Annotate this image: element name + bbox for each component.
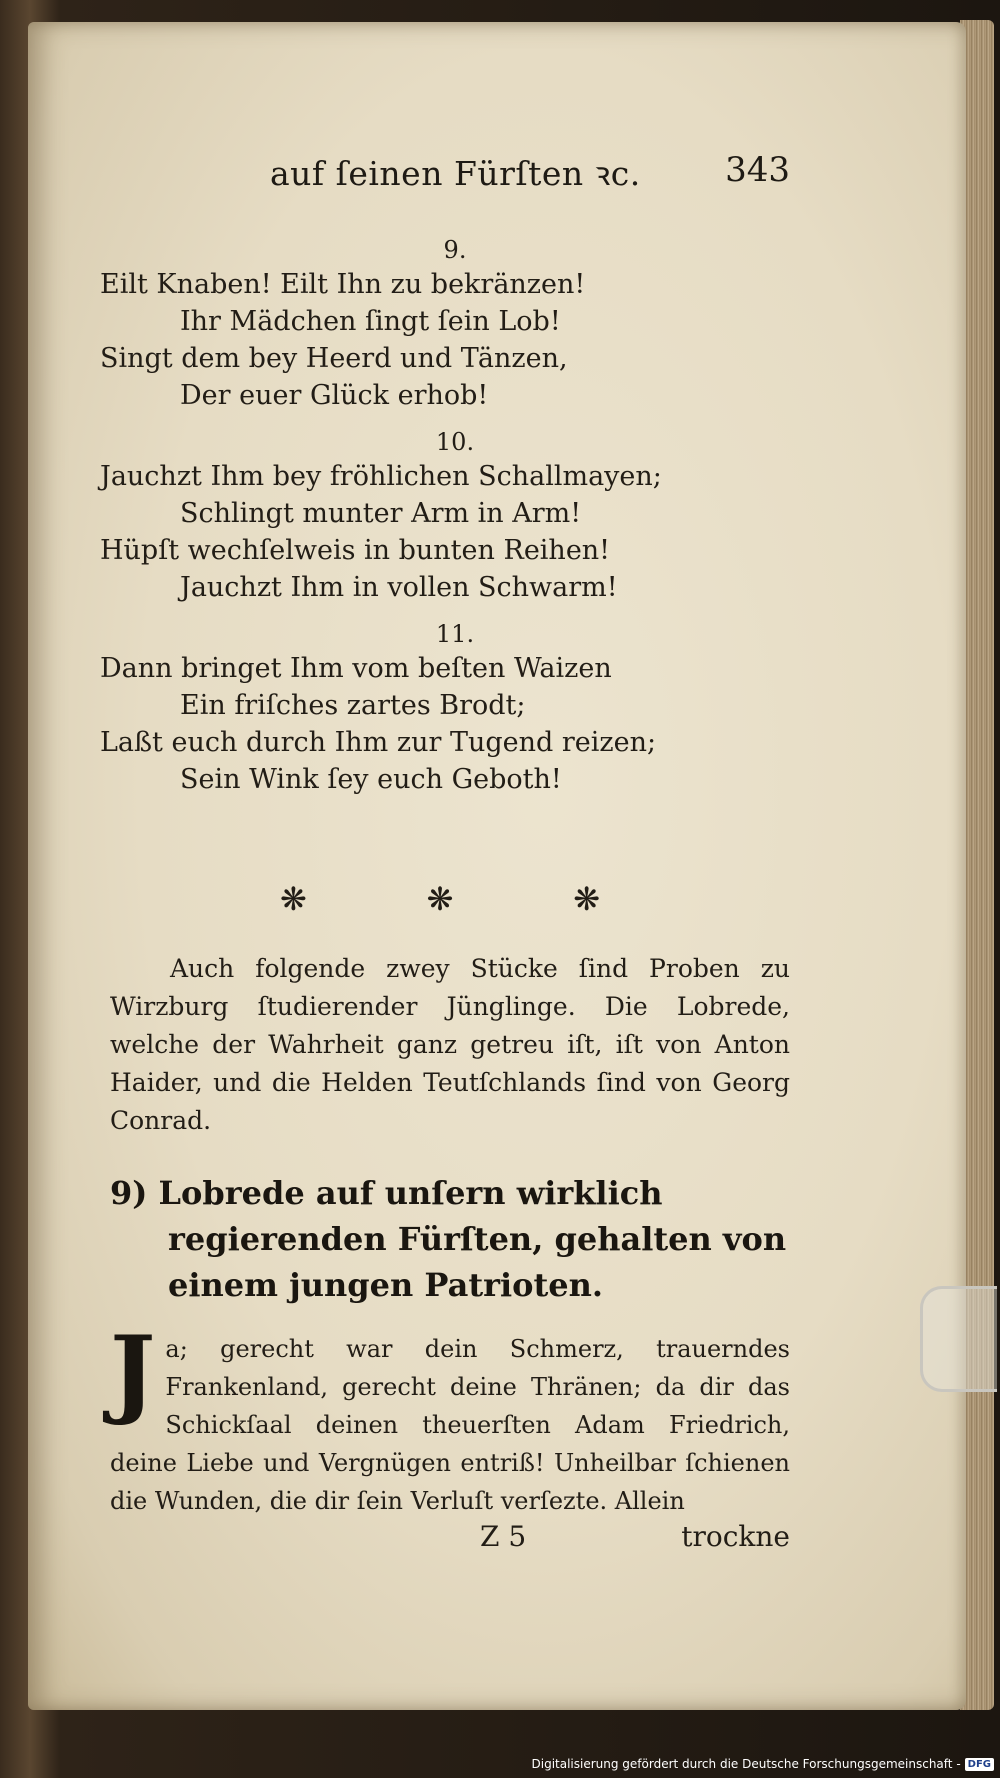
digitization-credit xyxy=(532,1754,995,1774)
verse-line: Ihr Mädchen ſingt ſein Lob! xyxy=(180,306,561,337)
body-paragraph: a; gerecht war dein Schmerz, trauerndes Frankenland, gerecht deine Thränen; da dir das Schickſaal deinen theuerſten Adam Friedrich, deine Liebe und Vergnügen entriß! Unheilbar ſchienen die Wunden, die dir ſein Verluſt verſezte. Allein xyxy=(110,1335,790,1515)
page-header xyxy=(270,150,790,202)
verse-line: Jauchzt Ihm in vollen Schwarm! xyxy=(180,572,618,603)
page-clip xyxy=(920,1286,997,1392)
verse-line: Eilt Knaben! Eilt Ihn zu bekränzen! xyxy=(100,269,586,300)
stanza-number: 9. xyxy=(443,236,467,264)
verse-line: Hüpſt wechſelweis in bunten Reihen! xyxy=(100,535,611,566)
stanza xyxy=(100,618,790,798)
poem xyxy=(100,234,790,798)
page-number: 343 xyxy=(725,150,790,190)
stanza xyxy=(100,234,790,414)
stanza-spacer xyxy=(100,414,790,426)
drop-cap: J xyxy=(110,1315,156,1428)
signature-mark: Z 5 xyxy=(480,1520,527,1553)
asterism-icon: ❋ xyxy=(426,880,454,918)
verse-line: Laßt euch durch Ihm zur Tugend reizen; xyxy=(100,727,657,758)
stanza-number: 10. xyxy=(435,428,475,456)
asterism-icon: ❋ xyxy=(280,880,307,918)
running-head: auf ſeinen Fürſten ꝛc. xyxy=(270,154,641,193)
dfg-logo: DFG xyxy=(965,1758,994,1771)
verse-line: Singt dem bey Heerd und Tänzen, xyxy=(100,343,568,374)
stanza-spacer xyxy=(100,606,790,618)
verse-line: Dann bringet Ihm vom beſten Waizen xyxy=(100,653,612,684)
page-footer xyxy=(480,1520,790,1560)
verse-line: Ein friſches zartes Brodt; xyxy=(180,690,526,721)
asterism-icon: ❋ xyxy=(573,880,600,918)
verse-line: Schlingt munter Arm in Arm! xyxy=(180,498,582,529)
section-heading: 9) Lobrede auf unſern wirklich regierenden Fürſten, gehalten von einem jungen Patrioten. xyxy=(110,1174,787,1304)
stanza-number: 11. xyxy=(435,620,475,648)
verse-line: Jauchzt Ihm bey fröhlichen Schallmayen; xyxy=(100,461,662,492)
verse-line: Der euer Glück erhob! xyxy=(180,380,489,411)
body-text xyxy=(110,1315,790,1520)
asterism-divider xyxy=(280,880,600,918)
credit-text: Digitalisierung gefördert durch die Deutsche Forschungsgemeinschaft - xyxy=(531,1757,961,1771)
stanza xyxy=(100,426,790,606)
intro-paragraph: Auch folgende zwey Stücke ſind Proben zu Wirzburg ſtudierender Jünglinge. Die Lobrede, welche der Wahrheit ganz getreu iſt, iſt von Anton Haider, und die Helden Teutſchlands ſind von Georg Conrad. xyxy=(110,954,790,1135)
verse-line: Sein Wink ſey euch Geboth! xyxy=(180,764,562,795)
catchword: trockne xyxy=(681,1520,790,1553)
